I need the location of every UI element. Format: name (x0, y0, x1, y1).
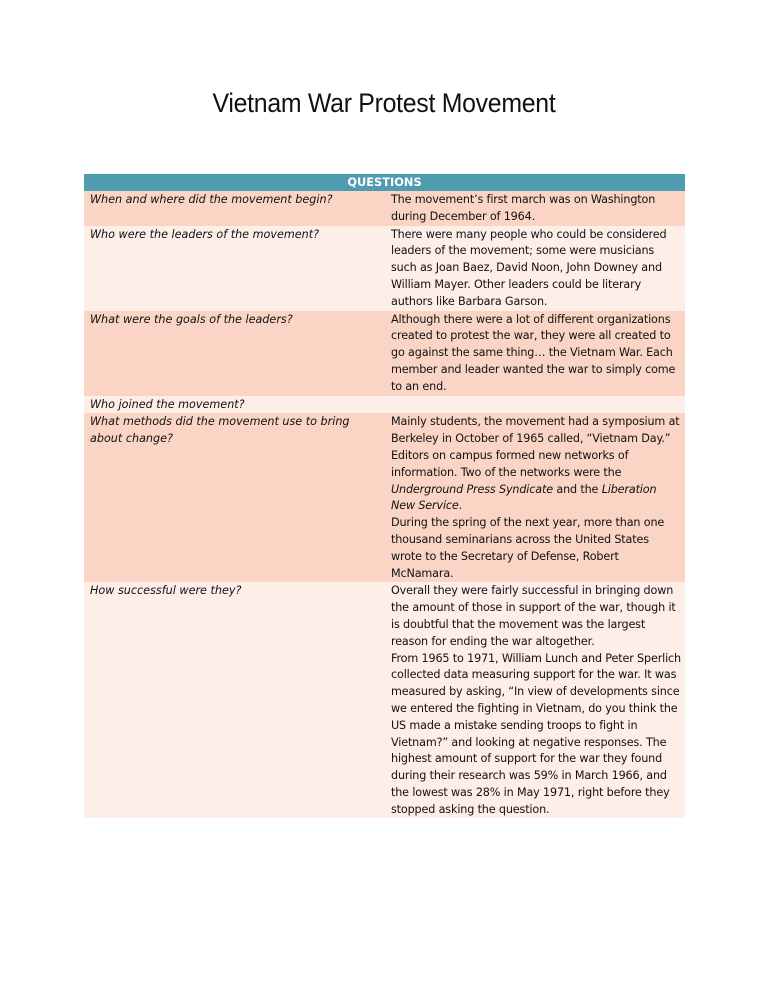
answer-cell: The movement’s first march was on Washington during December of 1964. (385, 191, 685, 226)
answer-text: Mainly students, the movement had a symposium at Berkeley in October of 1965 called, “Vietnam Day.” Editors on campus formed new networks of information. Two of the networks were the (391, 415, 680, 479)
table-row (84, 413, 685, 582)
table-row (84, 582, 685, 818)
table-row (84, 226, 685, 311)
question-cell: How successful were they? (84, 582, 385, 818)
answer-text: and the (552, 482, 602, 496)
answer-cell (385, 396, 685, 414)
table-header: QUESTIONS (84, 174, 685, 191)
answer-italic-text: Liberation New Service (391, 482, 657, 513)
answer-cell: There were many people who could be considered leaders of the movement; some were musicians such as Joan Baez, David Noon, John Downey and William Mayer. Other leaders could be literary authors like Barbara Garson. (385, 226, 685, 311)
table-row (84, 191, 685, 226)
answer-text: . (458, 499, 463, 513)
answer-paragraph: During the spring of the next year, more than one thousand seminarians across the United States wrote to the Secretary of Defense, Robert McNamara. (391, 516, 665, 580)
question-cell: What were the goals of the leaders? (84, 311, 385, 396)
question-cell: Who joined the movement? (84, 396, 385, 414)
question-cell: What methods did the movement use to bring about change? (84, 413, 385, 582)
answer-paragraph (391, 414, 681, 515)
page-title: Vietnam War Protest Movement (212, 88, 556, 118)
question-cell: Who were the leaders of the movement? (84, 226, 385, 311)
answer-paragraph: Overall they were fairly successful in bringing down the amount of those in support of the war, though it is doubtful that the movement was the largest reason for ending the war altogether. (391, 584, 676, 648)
answer-cell (385, 413, 685, 582)
table-row (84, 396, 685, 414)
table-header-row (84, 174, 685, 191)
answer-cell: Although there were a lot of different organizations created to protest the war, they were all created to go against the same thing… the Vietnam War. Each member and leader wanted the war to simply come to an end. (385, 311, 685, 396)
questions-table (84, 174, 685, 818)
table-row (84, 311, 685, 396)
answer-italic-text: Underground Press Syndicate (391, 482, 553, 496)
question-cell: When and where did the movement begin? (84, 191, 385, 226)
answer-cell (385, 582, 685, 818)
answer-paragraph: From 1965 to 1971, William Lunch and Peter Sperlich collected data measuring support for the war. It was measured by asking, “In view of developments since we entered the fighting in Vietnam, do you think the US made a mistake sending troops to fight in Vietnam?” and looking at negative responses. The highest amount of support for the war they found during their research was 59% in March 1966, and the lowest was 28% in May 1971, right before they stopped asking the question. (391, 651, 681, 816)
